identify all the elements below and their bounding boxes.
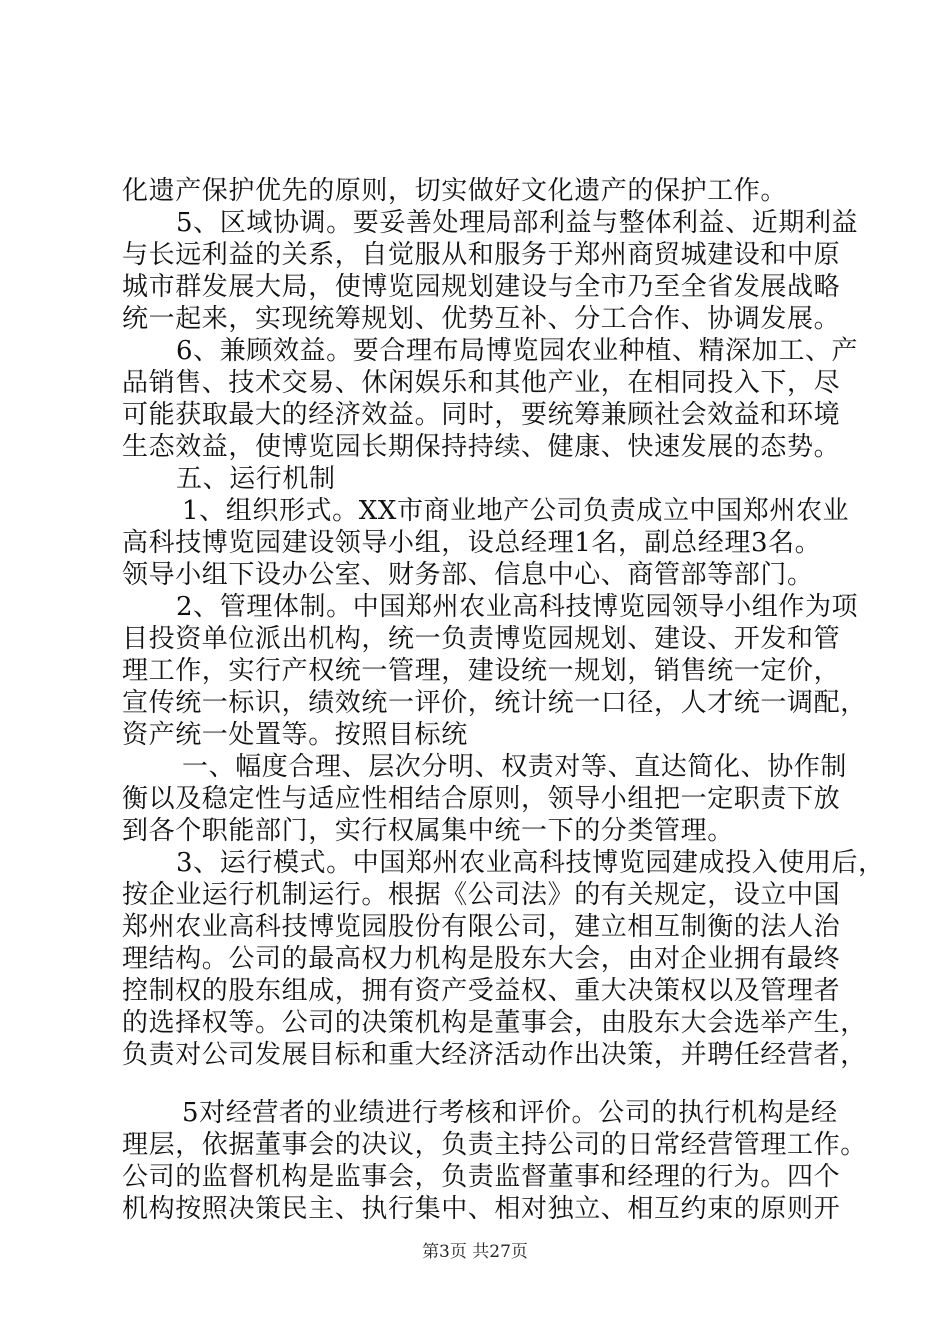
- page-number: 第3页 共27页: [422, 1242, 528, 1262]
- text-line: 一、幅度合理、层次分明、权责对等、直达简化、协作制: [182, 752, 848, 782]
- text-line: 化遗产保护优先的原则，切实做好文化遗产的保护工作。: [122, 176, 788, 206]
- text-line: 与长远利益的关系，自觉服从和服务于郑州商贸城建设和中原: [122, 240, 841, 270]
- text-line: 机构按照决策民主、执行集中、相对独立、相互约束的原则开: [122, 1194, 841, 1224]
- text-line: 统一起来，实现统筹规划、优势互补、分工合作、协调发展。: [122, 304, 841, 334]
- text-line: 宣传统一标识，绩效统一评价，统计统一口径，人才统一调配，: [122, 688, 867, 718]
- text-line: 郑州农业高科技博览园股份有限公司，建立相互制衡的法人治: [122, 912, 841, 942]
- text-line: 2、管理体制。中国郑州农业高科技博览园领导小组作为项: [176, 592, 859, 622]
- text-line: 到各个职能部门，实行权属集中统一下的分类管理。: [122, 816, 734, 846]
- text-line: 城市群发展大局，使博览园规划建设与全市乃至全省发展战略: [122, 272, 841, 302]
- text-line: 可能获取最大的经济效益。同时，要统筹兼顾社会效益和环境: [122, 400, 841, 430]
- section-heading: 五、运行机制: [176, 464, 336, 494]
- text-line: 3、运行模式。中国郑州农业高科技博览园建成投入使用后，: [176, 848, 885, 878]
- text-line: 5对经营者的业绩进行考核和评价。公司的执行机构是经: [182, 1098, 838, 1128]
- text-line: 品销售、技术交易、休闲娱乐和其他产业，在相同投入下，尽: [122, 368, 841, 398]
- text-line: 衡以及稳定性与适应性相结合原则，领导小组把一定职责下放: [122, 784, 841, 814]
- text-line: 资产统一处置等。按照目标统: [122, 720, 468, 750]
- text-line: 负责对公司发展目标和重大经济活动作出决策，并聘任经营者，: [122, 1040, 867, 1070]
- text-line: 理结构。公司的最高权力机构是股东大会，由对企业拥有最终: [122, 944, 841, 974]
- text-line: 控制权的股东组成，拥有资产受益权、重大决策权以及管理者: [122, 976, 841, 1006]
- text-line: 按企业运行机制运行。根据《公司法》的有关规定，设立中国: [122, 880, 841, 910]
- text-line: 理层，依据董事会的决议，负责主持公司的日常经营管理工作。: [122, 1130, 867, 1160]
- text-line: 1、组织形式。XX市商业地产公司负责成立中国郑州农业: [182, 496, 850, 526]
- text-line: 6、兼顾效益。要合理布局博览园农业种植、精深加工、产: [176, 336, 859, 366]
- text-line: 公司的监督机构是监事会，负责监督董事和经理的行为。四个: [122, 1162, 841, 1192]
- text-line: 的选择权等。公司的决策机构是董事会，由股东大会选举产生，: [122, 1008, 867, 1038]
- text-line: 理工作，实行产权统一管理，建设统一规划，销售统一定价，: [122, 656, 841, 686]
- text-line: 生态效益，使博览园长期保持持续、健康、快速发展的态势。: [122, 432, 841, 462]
- text-line: 目投资单位派出机构，统一负责博览园规划、建设、开发和管: [122, 624, 841, 654]
- text-line: 5、区域协调。要妥善处理局部利益与整体利益、近期利益: [176, 208, 859, 238]
- text-line: 领导小组下设办公室、财务部、信息中心、商管部等部门。: [122, 560, 814, 590]
- text-line: 高科技博览园建设领导小组，设总经理1名，副总经理3名。: [122, 528, 822, 558]
